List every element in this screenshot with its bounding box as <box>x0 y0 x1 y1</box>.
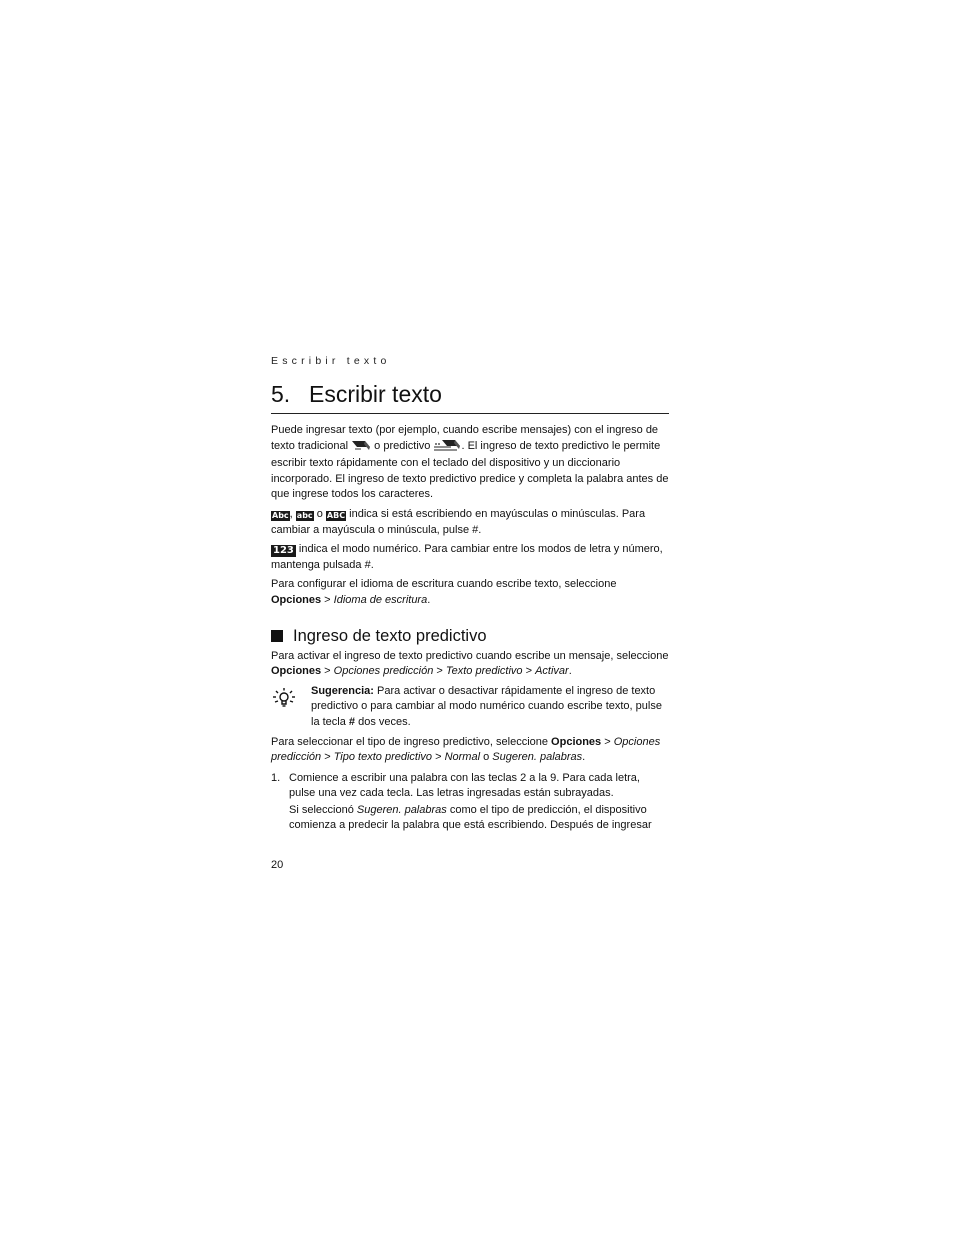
section-square-icon <box>271 630 283 642</box>
type-paragraph: Para seleccionar el tipo de ingreso predictivo, seleccione Opciones > Opciones predicción > Tipo texto predictivo > Normal o Sugeren. palabras. <box>271 735 661 764</box>
section-title: Ingreso de texto predictivo <box>271 626 669 646</box>
chapter-title-text: Escribir texto <box>309 381 442 407</box>
chapter-title <box>271 379 669 414</box>
language-paragraph: Para configurar el idioma de escritura cuando escribe texto, seleccione Opciones > Idioma de escritura. <box>271 578 617 606</box>
predictive-input-icon <box>433 439 461 457</box>
abc-titlecase-icon: Abc <box>272 510 289 520</box>
step-subtext: Si seleccionó Sugeren. palabras como el tipo de predicción, el dispositivo comienza a predecir la palabra que está escribiendo. Después de ingresar <box>289 803 652 832</box>
page-content <box>271 354 669 834</box>
chapter-number: 5. <box>271 381 291 407</box>
abc-uppercase-icon: ABC <box>326 510 346 520</box>
step-text: Comience a escribir una palabra con las teclas 2 a la 9. Para cada letra, pulse una vez cada tecla. Las letras ingresadas están subrayadas. <box>289 771 640 800</box>
intro-paragraph: Puede ingresar texto (por ejemplo, cuando escribe mensajes) con el ingreso de texto tradicional o predictivo . El ingreso de texto predictivo le permite escribir texto rápidamente con el teclado del dispositivo y un diccionario incorporado. El ingreso de texto predictivo predice y completa la palabra antes de que ingrese todos los caracteres. <box>271 424 669 501</box>
lightbulb-icon <box>271 684 311 731</box>
step-number: 1. <box>271 771 281 784</box>
steps-list <box>271 771 669 834</box>
numeric-paragraph: 123 indica el modo numérico. Para cambiar entre los modos de letra y número, mantenga pulsada #. <box>271 543 663 571</box>
page-number: 20 <box>271 859 284 871</box>
running-header: Escribir texto <box>271 355 391 367</box>
traditional-input-icon <box>351 439 371 457</box>
tip-box <box>271 684 669 731</box>
activate-paragraph: Para activar el ingreso de texto predictivo cuando escribe un mensaje, seleccione Opciones > Opciones predicción > Texto predictivo > Activar. <box>271 649 669 678</box>
step-body <box>289 771 669 834</box>
case-paragraph: Abc, abc o ABC indica si está escribiendo en mayúsculas o minúsculas. Para cambiar a mayúscula o minúscula, pulse #. <box>271 507 646 536</box>
tip-text: Sugerencia: Para activar o desactivar rápidamente el ingreso de texto predictivo o para cambiar al modo numérico cuando escribe texto, pulse la tecla # dos veces. <box>311 684 662 728</box>
abc-lowercase-icon: abc <box>296 510 313 520</box>
list-item <box>271 771 669 834</box>
numeric-mode-icon: 123 <box>273 545 294 557</box>
